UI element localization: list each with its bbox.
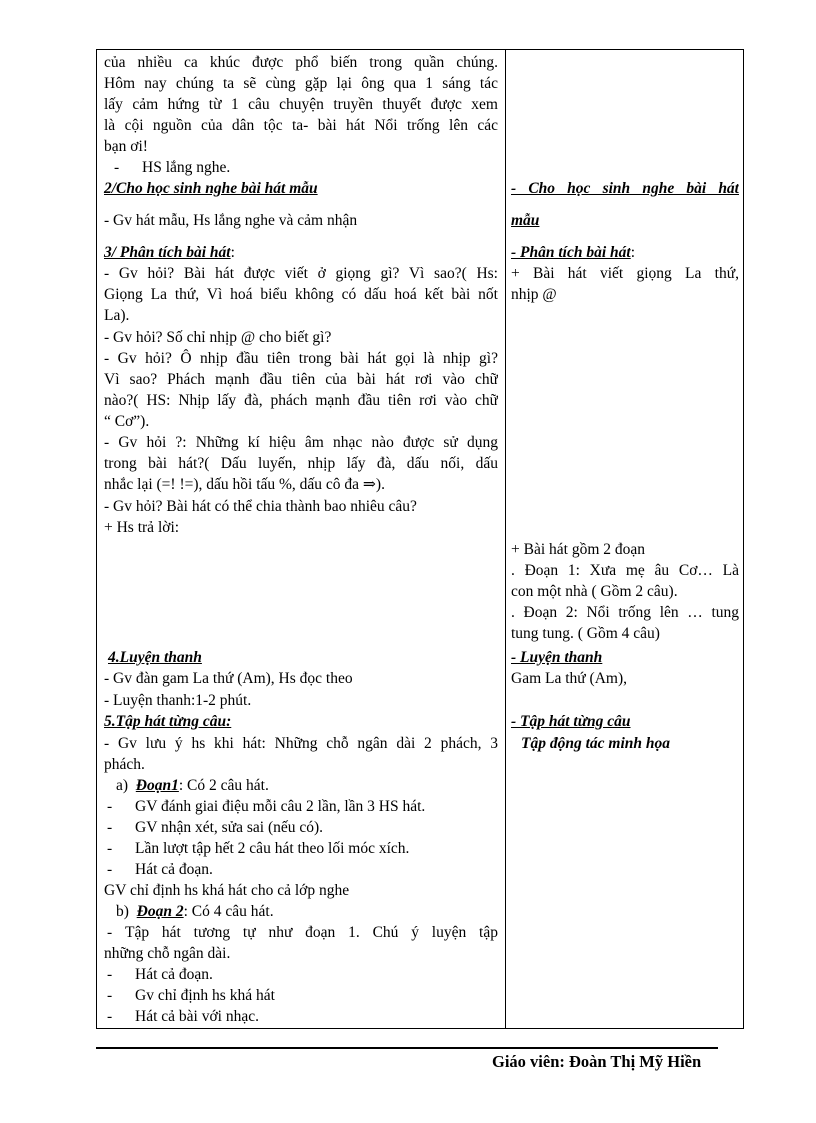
part-b-heading: b) Đoạn 2: Có 4 câu hát. [116, 903, 274, 920]
section-4-line: - Luyện thanh:1-2 phút. [104, 692, 252, 709]
list-item: - Gv chỉ định hs khá hát [107, 987, 275, 1004]
right-section-4-title: - Luyện thanh [511, 649, 603, 666]
teacher-signature: Giáo viên: Đoàn Thị Mỹ Hiền [492, 1052, 702, 1071]
question-line: nhắc lại (=! !=), dấu hồi tấu %, dấu cô đa ⇒). [104, 476, 385, 493]
right-section-3-title: - Phân tích bài hát [511, 244, 631, 261]
column-divider [505, 50, 506, 1028]
right-line: . Đoạn 1: Xưa mẹ âu Cơ… Là [511, 562, 739, 579]
footer-rule [96, 1047, 718, 1049]
list-item: - Hát cả bài với nhạc. [107, 1008, 259, 1025]
section-5-line: phách. [104, 756, 145, 773]
right-line: tung tung. ( Gồm 4 câu) [511, 625, 660, 642]
intro-line: là cội nguồn của dân tộc ta- bài hát Nổi trống lên các [104, 117, 498, 134]
right-line: . Đoạn 2: Nổi trống lên … tung [511, 604, 739, 621]
question-line: - Gv hỏi ?: Những kí hiệu âm nhạc nào được sử dụng [104, 434, 498, 451]
question-line: “ Cơ”). [104, 413, 150, 430]
section-3-title: 3/ Phân tích bài hát [104, 244, 231, 261]
list-item-continued: những chỗ ngân dài. [104, 945, 231, 962]
list-item: - GV đánh giai điệu mỗi câu 2 lần, lần 3 HS hát. [107, 798, 426, 815]
question-line: - Gv hỏi? Số chỉ nhịp @ cho biết gì? [104, 329, 332, 346]
intro-line: của nhiều ca khúc được phổ biến trong quần chúng. [104, 54, 498, 71]
list-item: - Tập hát tương tự như đoạn 1. Chú ý luyện tập [107, 924, 498, 941]
intro-line: bạn ơi! [104, 138, 148, 155]
list-item: - Hát cả đoạn. [107, 966, 213, 983]
question-line: Vì sao? Phách mạnh đầu tiên của bài hát rơi vào chữ [104, 371, 498, 388]
question-line: - Gv hỏi? Bài hát được viết ở giọng gì? Vì sao?( Hs: [104, 265, 498, 282]
part-b-title: Đoạn 2 [136, 903, 184, 920]
right-line: + Bài hát viết giọng La thứ, [511, 265, 739, 282]
right-section-5-line: Tập động tác minh họa [521, 735, 670, 752]
right-line: con một nhà ( Gồm 2 câu). [511, 583, 678, 600]
right-line: + Bài hát gồm 2 đoạn [511, 541, 646, 558]
section-4-title: 4.Luyện thanh [108, 649, 202, 666]
question-line: Giọng La thứ, Vì hoá biểu không có dấu hoá kết bài nốt [104, 286, 498, 303]
part-a-note: GV chỉ định hs khá hát cho cả lớp nghe [104, 882, 350, 899]
hs-listen: - HS lắng nghe. [114, 159, 231, 176]
section-5-line: - Gv lưu ý hs khi hát: Những chỗ ngân dài 2 phách, 3 [104, 735, 498, 752]
section-2-title: 2/Cho học sinh nghe bài hát mẫu [104, 180, 318, 197]
right-section-3-heading: - Phân tích bài hát: [511, 244, 636, 261]
question-line: - Gv hỏi? Bài hát có thể chia thành bao nhiêu câu? [104, 498, 417, 515]
right-section-2-title: - Cho học sinh nghe bài hát [511, 180, 739, 197]
question-line: nào?( HS: Nhịp lấy đà, phách mạnh đầu tiên rơi vào chữ [104, 392, 498, 409]
right-line: Gam La thứ (Am), [511, 670, 628, 687]
right-section-2-title-cont: mẫu [511, 212, 540, 229]
list-item: - GV nhận xét, sửa sai (nếu có). [107, 819, 324, 836]
part-a-heading: a) Đoạn1: Có 2 câu hát. [116, 777, 269, 794]
section-2-line: - Gv hát mẫu, Hs lắng nghe và cảm nhận [104, 212, 358, 229]
answer-line: + Hs trả lời: [104, 519, 180, 536]
section-3-heading: 3/ Phân tích bài hát: [104, 244, 235, 261]
question-line: La). [104, 307, 130, 324]
question-line: - Gv hỏi? Ô nhịp đầu tiên trong bài hát gọi là nhịp gì? [104, 350, 498, 367]
part-a-title: Đoạn1 [135, 777, 179, 794]
question-line: trong bài hát?( Dấu luyến, nhịp lấy đà, dấu nối, dấu [104, 455, 498, 472]
lesson-table [96, 49, 744, 1029]
list-item: - Lần lượt tập hết 2 câu hát theo lối móc xích. [107, 840, 410, 857]
section-5-title: 5.Tập hát từng câu: [104, 713, 232, 730]
intro-line: Hôm nay chúng ta sẽ cùng gặp lại ông qua 1 sáng tác [104, 75, 498, 92]
list-item: - Hát cả đoạn. [107, 861, 213, 878]
right-line: nhịp @ [511, 286, 557, 303]
right-section-5-title: - Tập hát từng câu [511, 713, 631, 730]
intro-line: lấy cảm hứng từ 1 câu chuyện truyền thuyết được xem [104, 96, 498, 113]
section-4-line: - Gv đàn gam La thứ (Am), Hs đọc theo [104, 670, 353, 687]
